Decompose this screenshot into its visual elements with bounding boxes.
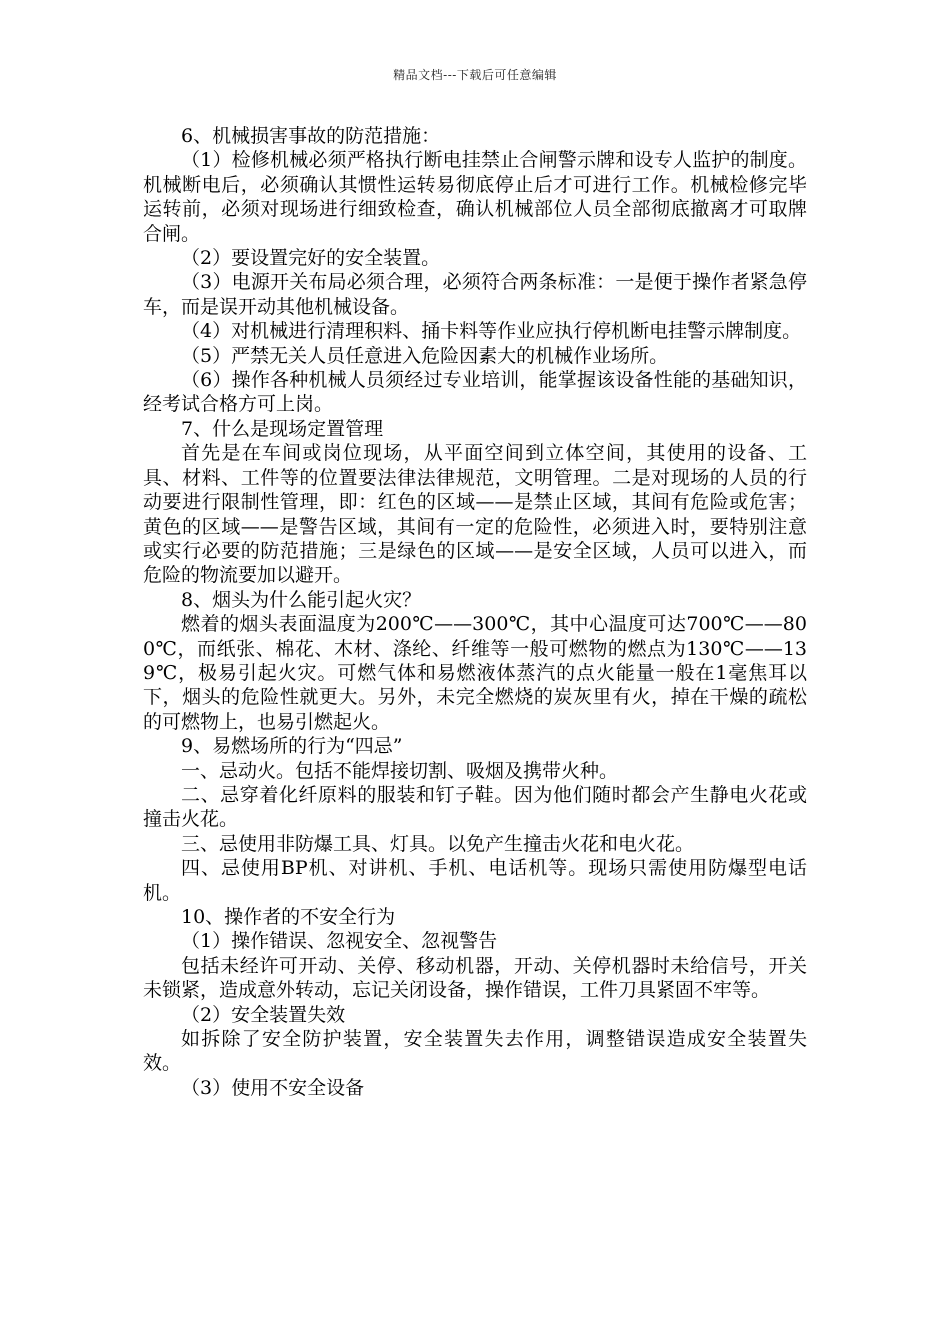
sub-heading: （3）使用不安全设备 bbox=[181, 1076, 365, 1099]
paragraph: （1）检修机械必须严格执行断电挂禁止合闸警示牌和设专人监护的制度。机械断电后，必须确认其惯性运转易彻底停止后才可进行工作。机械检修完毕运转前，必须对现场进行细致检查，确认机械部位人员全部彻底撤离才可取牌合闸。 bbox=[143, 149, 807, 245]
page-header: 精品文档---下载后可任意编辑 bbox=[393, 68, 557, 82]
paragraph: 二、忌穿着化纤原料的服装和钉子鞋。因为他们随时都会产生静电火花或撞击火花。 bbox=[143, 783, 807, 831]
section-heading: 10、操作者的不安全行为 bbox=[181, 906, 396, 928]
paragraph: 包括未经许可开动、关停、移动机器，开动、关停机器时未给信号，开关未锁紧，造成意外转动，忘记关闭设备，操作错误，工件刀具紧固不牢等。 bbox=[143, 954, 807, 1002]
sub-heading: （2）安全装置失效 bbox=[181, 1003, 346, 1026]
paragraph: 一、忌动火。包括不能焊接切割、吸烟及携带火种。 bbox=[181, 759, 619, 782]
section-heading: 7、什么是现场定置管理 bbox=[181, 417, 384, 440]
paragraph: 四、忌使用BP机、对讲机、手机、电话机等。现场只需使用防爆型电话机。 bbox=[143, 857, 807, 904]
paragraph: （2）要设置完好的安全装置。 bbox=[181, 247, 441, 270]
paragraph: 燃着的烟头表面温度为200℃——300℃，其中心温度可达700℃——800℃，而纸张、棉花、木材、涤纶、纤维等一般可燃物的燃点为130℃——139℃，极易引起火灾。可燃气体和易燃液体蒸汽的点火能量一般在1毫焦耳以下，烟头的危险性就更大。另外，未完全燃烧的炭灰里有火，掉在干燥的疏松的可燃物上，也易引燃起火。 bbox=[143, 613, 807, 733]
paragraph: 首先是在车间或岗位现场，从平面空间到立体空间，其使用的设备、工具、材料、工件等的位置要法律法律规范，文明管理。二是对现场的人员的行动要进行限制性管理，即：红色的区域——是禁止区域，其间有危险或危害；黄色的区域——是警告区域，其间有一定的危险性，必须进入时，要特别注意或实行必要的防范措施；三是绿色的区域——是安全区域，人员可以进入，而危险的物流要加以避开。 bbox=[143, 442, 807, 587]
section-heading: 6、机械损害事故的防范措施： bbox=[181, 125, 441, 147]
section-heading: 9、易燃场所的行为“四忌” bbox=[181, 735, 403, 758]
section-heading: 8、烟头为什么能引起火灾？ bbox=[181, 588, 422, 611]
paragraph: 如拆除了安全防护装置，安全装置失去作用，调整错误造成安全装置失效。 bbox=[143, 1028, 807, 1075]
paragraph: （5）严禁无关人员任意进入危险因素大的机械作业场所。 bbox=[181, 344, 669, 367]
paragraph: （6）操作各种机械人员须经过专业培训，能掌握该设备性能的基础知识，经考试合格方可上岗。 bbox=[143, 369, 807, 416]
sub-heading: （1）操作错误、忽视安全、忽视警告 bbox=[181, 930, 498, 953]
paragraph: （3）电源开关布局必须合理，必须符合两条标准：一是便于操作者紧急停车，而是误开动其他机械设备。 bbox=[143, 271, 807, 318]
document-body bbox=[143, 124, 807, 1100]
paragraph: （4）对机械进行清理积料、捅卡料等作业应执行停机断电挂警示牌制度。 bbox=[181, 320, 802, 343]
paragraph: 三、忌使用非防爆工具、灯具。以免产生撞击火花和电火花。 bbox=[181, 832, 695, 855]
